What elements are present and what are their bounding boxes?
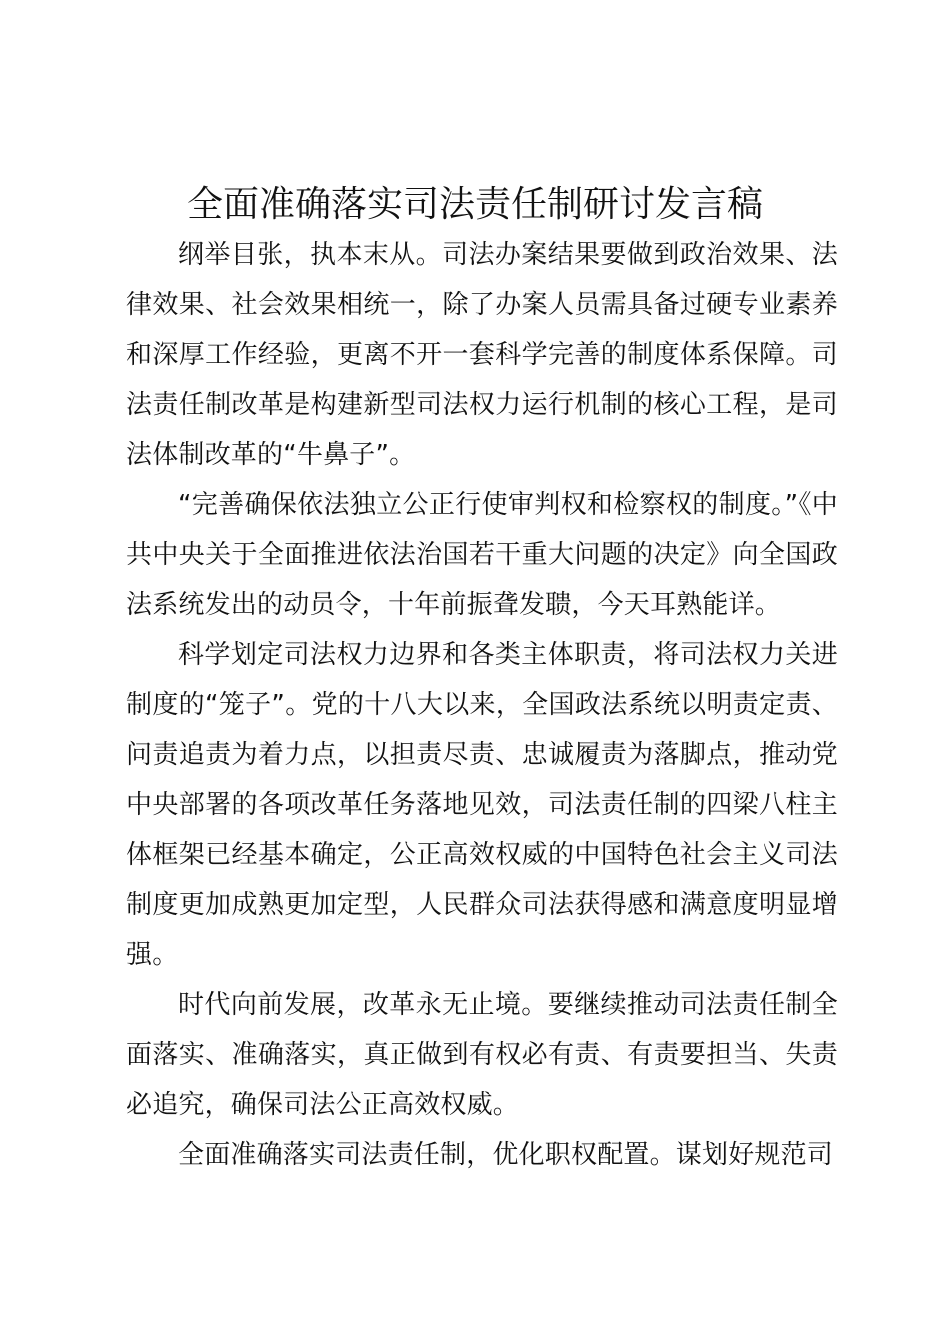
paragraph-4: 时代向前发展，改革永无止境。要继续推动司法责任制全面落实、准确落实，真正做到有权必有责、有责要担当、失责必追究，确保司法公正高效权威。 — [126, 990, 838, 1120]
paragraph-2: “完善确保依法独立公正行使审判权和检察权的制度。”《中共中央关于全面推进依法治国若干重大问题的决定》向全国政法系统发出的动员令，十年前振聋发聩，今天耳熟能详。 — [126, 490, 838, 620]
document-title: 全面准确落实司法责任制研讨发言稿 — [186, 184, 763, 225]
paragraph-1: 纲举目张，执本末从。司法办案结果要做到政治效果、法律效果、社会效果相统一，除了办案人员需具备过硬专业素养和深厚工作经验，更离不开一套科学完善的制度体系保障。司法责任制改革是构建新型司法权力运行机制的核心工程，是司法体制改革的“牛鼻子”。 — [126, 240, 838, 470]
paragraph-3: 科学划定司法权力边界和各类主体职责，将司法权力关进制度的“笼子”。党的十八大以来，全国政法系统以明责定责、问责追责为着力点，以担责尽责、忠诚履责为落脚点，推动党中央部署的各项改革任务落地见效，司法责任制的四梁八柱主体框架已经基本确定，公正高效权威的中国特色社会主义司法制度更加成熟更加定型，人民群众司法获得感和满意度明显增强。 — [126, 640, 838, 970]
document-body — [126, 230, 838, 1180]
paragraph-5: 全面准确落实司法责任制，优化职权配置。谋划好规范司 — [178, 1140, 834, 1170]
